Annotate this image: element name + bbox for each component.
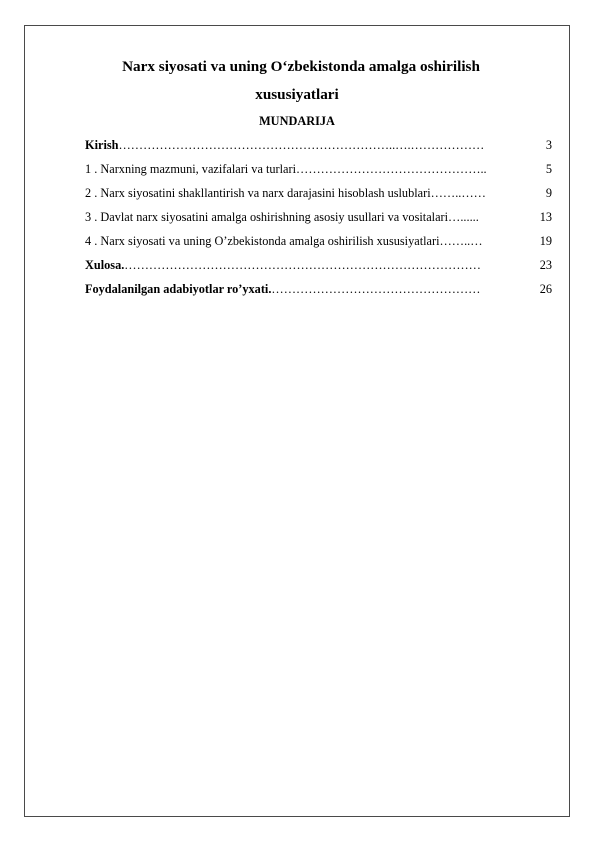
toc-entry-label: Kirish — [85, 138, 119, 152]
toc-entry-label: Xulosa. — [85, 258, 125, 272]
toc-heading: MUNDARIJA — [259, 114, 335, 128]
toc-entry-introduction — [85, 137, 552, 153]
toc-entry-page: 13 — [539, 210, 552, 224]
toc-entry-leader: ……………………………………….. — [296, 162, 487, 176]
toc-entry-label: 1 . Narxning mazmuni, vazifalari va turlari — [85, 162, 297, 176]
toc-entry-page: 5 — [545, 162, 552, 176]
toc-entry-page: 19 — [539, 234, 552, 248]
toc-entry-chapter-4 — [85, 233, 552, 249]
document-title-line-1: Narx siyosati va uning O‘zbekistonda amalga oshirilish — [122, 58, 480, 75]
toc-entry-leader: ……..…… — [430, 186, 486, 200]
toc-entry-leader: …………………………………………………………..….……………… — [118, 138, 485, 152]
toc-entry-label: 4 . Narx siyosati va uning O’zbekistonda amalga oshirilish xususiyatlari — [85, 234, 440, 248]
toc-entry-leader: …...... — [448, 210, 479, 224]
toc-entry-page: 23 — [539, 258, 552, 272]
toc-entry-page: 3 — [545, 138, 552, 152]
document-title-line-2: xususiyatlari — [255, 86, 339, 103]
toc-entry-label: 3 . Davlat narx siyosatini amalga oshirishning asosiy usullari va vositalari — [85, 210, 449, 224]
toc-entry-page: 9 — [545, 186, 552, 200]
toc-entry-page: 26 — [539, 282, 552, 296]
toc-entry-chapter-1 — [85, 161, 552, 177]
toc-entry-leader: ……..… — [439, 234, 483, 248]
toc-entry-references — [85, 281, 552, 297]
toc-entry-leader: …………………………………………………………………………… — [124, 258, 481, 272]
toc-entry-chapter-2 — [85, 185, 552, 201]
toc-entry-conclusion — [85, 257, 552, 273]
toc-entry-label: Foydalanilgan adabiyotlar ro’yxati. — [85, 282, 272, 296]
toc-entry-leader: …………………………………………… — [271, 282, 481, 296]
toc-entry-label: 2 . Narx siyosatini shakllantirish va narx darajasini hisoblash uslublari — [85, 186, 431, 200]
toc-entry-chapter-3 — [85, 209, 552, 225]
